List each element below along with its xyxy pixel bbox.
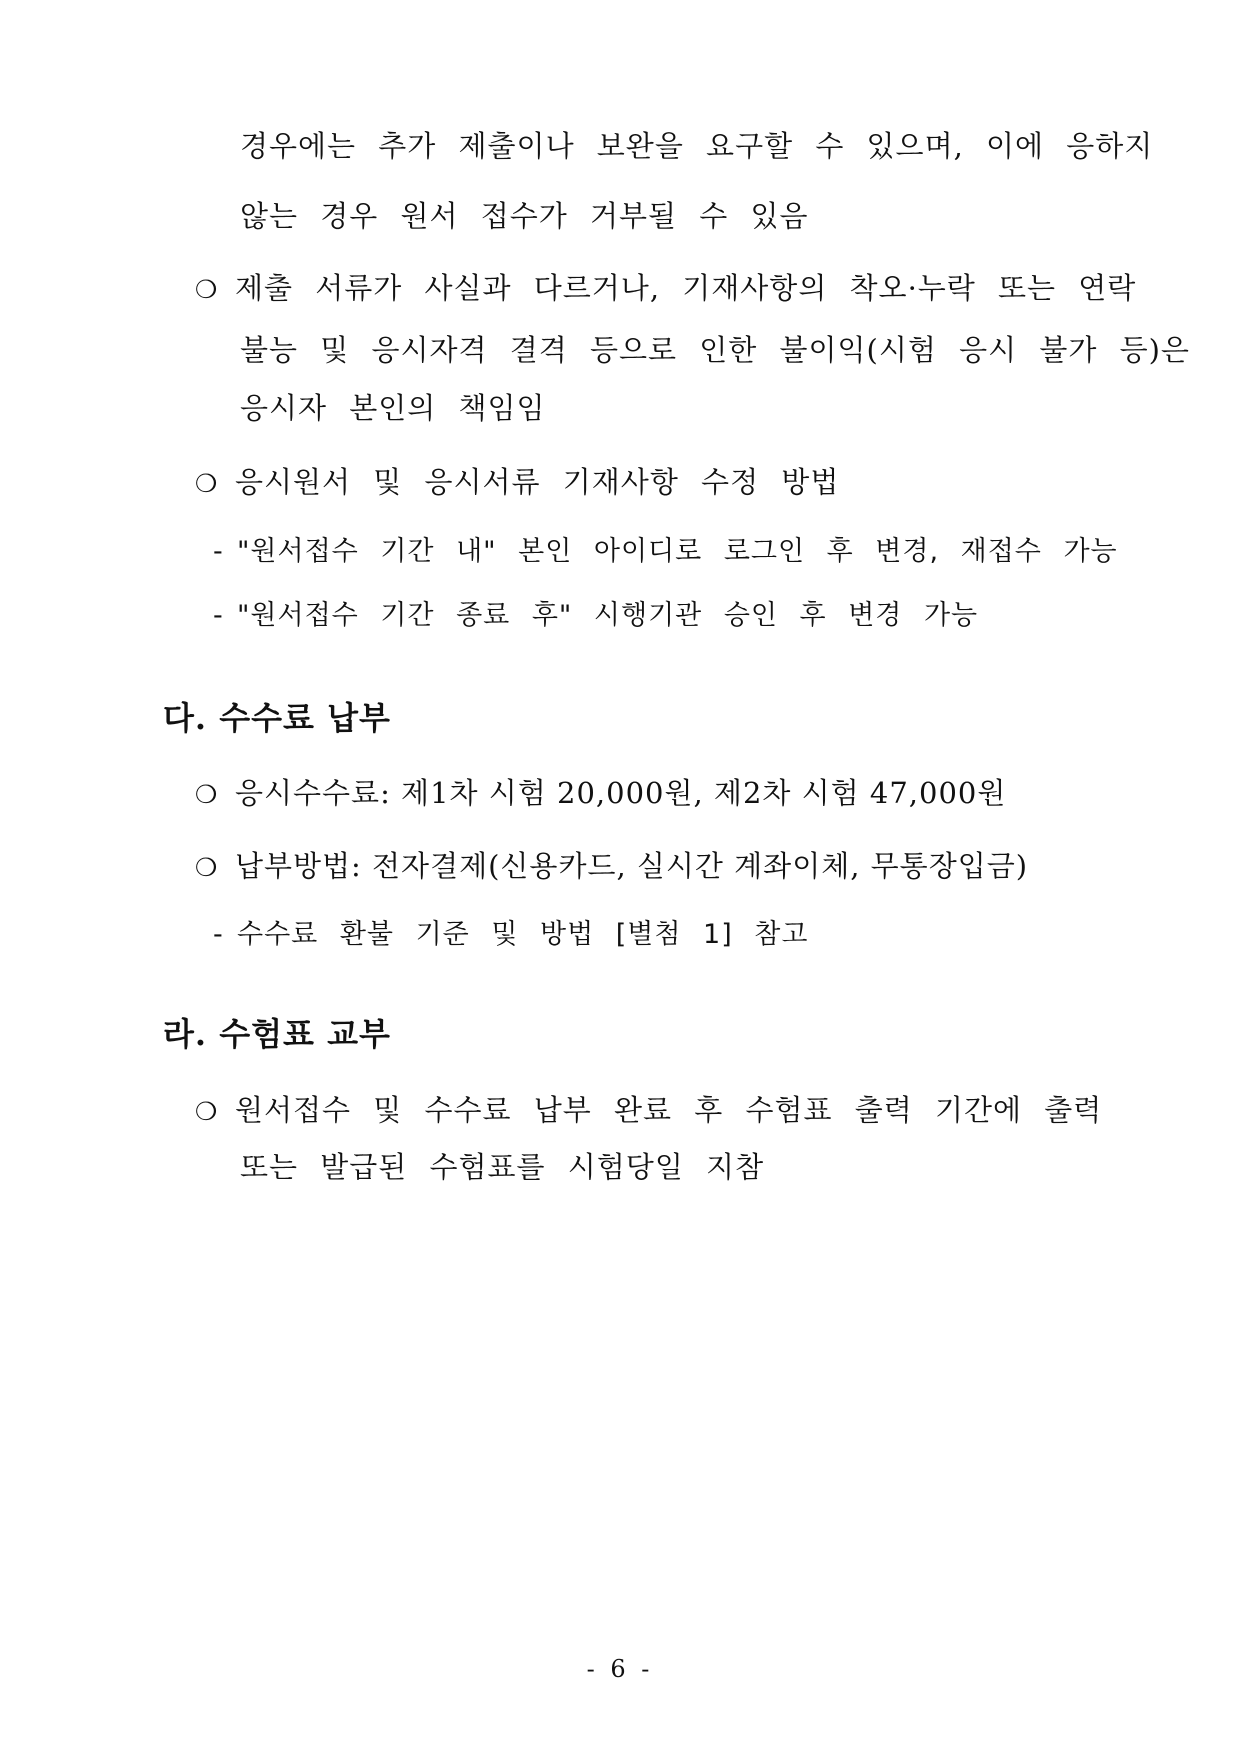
circle-bullet-icon: ❍ [195,469,219,498]
bullet-text: 납부방법: 전자결제(신용카드, 실시간 계좌이체, 무통장입금) [235,849,1029,883]
sub-item-after-deadline [213,596,978,636]
dash-bullet-icon: - [213,919,224,950]
bullet-item-edit-method [195,462,839,504]
circle-bullet-icon: ❍ [195,780,219,809]
sub-item-refund [213,915,808,955]
sub-item-before-deadline [213,532,1118,572]
bullet-item-ticket [195,1090,1102,1132]
sub-item-text: "원서접수 기간 내" 본인 아이디로 로그인 후 변경, 재접수 가능 [237,536,1118,567]
section-heading-admission-ticket: 라. 수험표 교부 [163,1015,391,1053]
bullet-item-exam-fee [195,773,1006,815]
bullet-text: 원서접수 및 수수료 납부 완료 후 수험표 출력 기간에 출력 [235,1093,1103,1127]
page-number: - 6 - [586,1655,654,1683]
dash-bullet-icon: - [213,600,224,631]
bullet-text: 제출 서류가 사실과 다르거나, 기재사항의 착오·누락 또는 연락 [235,271,1137,305]
bullet-item-ticket-line-2: 또는 발급된 수험표를 시험당일 지참 [240,1150,765,1184]
continued-text-line-2: 않는 경우 원서 접수가 거부될 수 있음 [240,199,809,233]
section-heading-fee-payment: 다. 수수료 납부 [163,699,391,737]
bullet-item-docs-false-line-2: 불능 및 응시자격 결격 등으로 인한 불이익(시험 응시 불가 등)은 [240,333,1190,367]
circle-bullet-icon: ❍ [195,1097,219,1126]
bullet-item-docs-false-line-3: 응시자 본인의 책임임 [240,391,546,425]
bullet-item-payment-method [195,846,1028,888]
dash-bullet-icon: - [213,536,224,567]
sub-item-text: "원서접수 기간 종료 후" 시행기관 승인 후 변경 가능 [237,600,979,631]
bullet-item-docs-false [195,268,1136,310]
bullet-text: 응시수수료: 제1차 시험 20,000원, 제2차 시험 47,000원 [235,776,1007,810]
circle-bullet-icon: ❍ [195,853,219,882]
continued-text-line-1: 경우에는 추가 제출이나 보완을 요구할 수 있으며, 이에 응하지 [240,129,1154,163]
bullet-text: 응시원서 및 응시서류 기재사항 수정 방법 [235,465,840,499]
circle-bullet-icon: ❍ [195,275,219,304]
sub-item-text: 수수료 환불 기준 및 방법 [별첨 1] 참고 [237,919,809,950]
